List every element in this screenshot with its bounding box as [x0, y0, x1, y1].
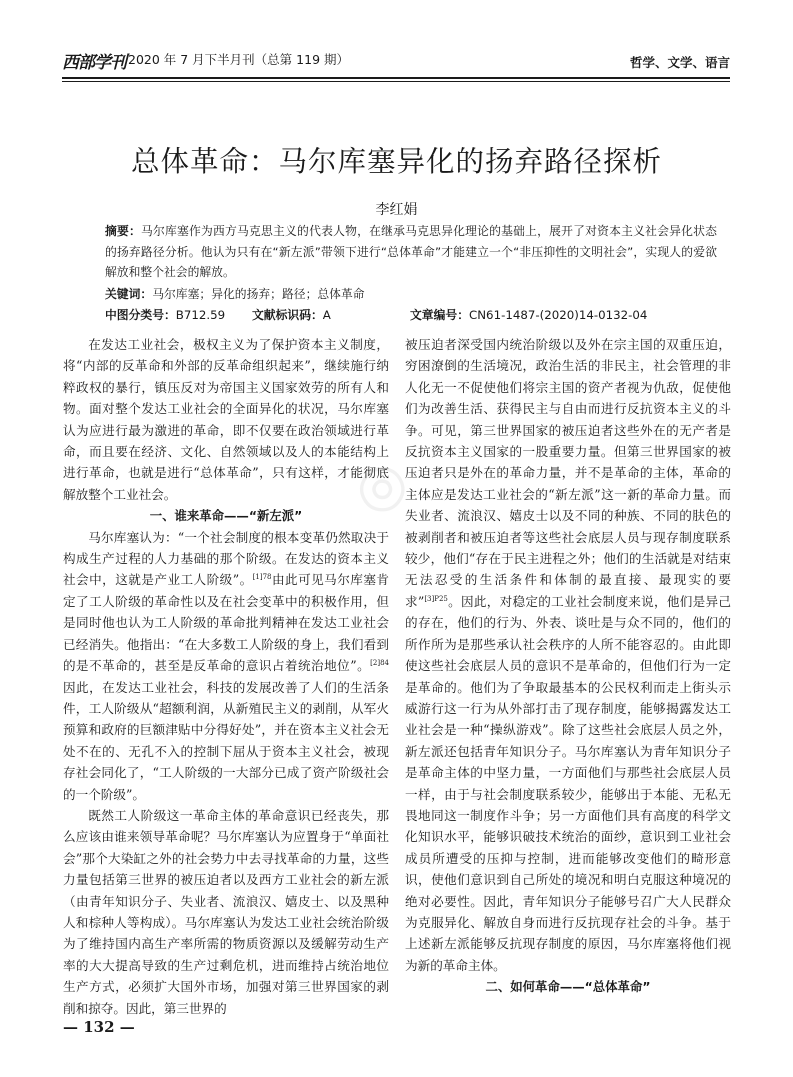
article-title: 总体革命：马尔库塞异化的扬弃路径探析: [130, 145, 662, 178]
citation: [1]78: [252, 573, 272, 582]
article-number: 文章编号：CN61-1487-(2020)14-0132-04: [410, 308, 648, 322]
paragraph: 在发达工业社会，极权主义为了保护资本主义制度，将“内部的反革命和外部的反革命组织起来”，继续施行纳粹政权的暴行，镇压反对为帝国主义国家效劳的所有人和物。面对整个发达工业社会的全面异化的状况，马尔库塞认为应进行最为激进的革命，即不仅要在政治领域进行革命，而且要在经济、文化、自然领域以及人的本能结构上进行革命，也就是进行“总体革命”，只有这样，才能彻底解放整个工业社会。: [63, 337, 389, 502]
citation: [3]P25: [424, 594, 448, 603]
header-rule-thin: [62, 81, 730, 82]
journal-logo: 西部学刊: [62, 53, 126, 73]
paragraph: 马尔库塞认为：“一个社会制度的根本变革仍然取决于构成生产过程的人力基础的那个阶级。在发达的资本主义社会中，这就是产业工人阶级”。$^{[1]78}$由此可见马尔库塞肯定了工人阶级的革命性以及在社会变革中的积极作用，但是同时他也认为工人阶级的革命批判精神在发达工业社会已经消失。他指出：“在大多数工人阶级的身上，我们看到的是不革命的，甚至是反革命的意识占着统治地位”。$^{[2]84}$因此，在发达工业社会，科技的发展改善了人们的生活条件，工人阶级从“超额利润，从新殖民主义的剥削，从军火预算和政府的巨额津贴中分得好处”，并在资本主义社会无处不在的、无孔不入的控制下屈从于资本主义社会，被现存社会同化了，“工人阶级的一大部分已成了资产阶级社会的一个阶级”。: [63, 529, 389, 802]
keywords-label: 关键词：: [105, 287, 153, 301]
author-name: 李红娟: [375, 202, 418, 218]
document-code: 文献标识码：A: [252, 308, 331, 322]
issue-info: 2020 年 7 月下半月刊（总第 119 期）: [128, 52, 349, 67]
header-rule-thick: [62, 77, 730, 79]
page-number: — 132 —: [63, 1018, 135, 1036]
abstract-text: 马尔库塞作为西方马克思主义的代表人物，在继承马克思异化理论的基础上，展开了对资本主义社会异化状态的扬弃路径分析。他认为只有在“新左派”带领下进行“总体革命”才能建立一个“非压抑性的文明社会”，实现人的爱欲解放和整个社会的解放。: [105, 224, 717, 279]
section-heading: 一、谁来革命——“新左派”: [149, 508, 303, 524]
page-header: [62, 46, 730, 73]
keywords-text: 马尔库塞；异化的扬弃；路径；总体革命: [152, 287, 365, 301]
right-column: [405, 334, 731, 998]
paragraph: 既然工人阶级这一革命主体的革命意识已经丧失，那么应该由谁来领导革命呢？马尔库塞认为应置身于“单面社会”那个大染缸之外的社会势力中去寻找革命的力量，这些力量包括第三世界的被压迫者以及西方工业社会的新左派（由青年知识分子、失业者、流浪汉、嬉皮士、以及黑种人和棕种人等构成）。马尔库塞认为发达工业社会统治阶级为了维持国内高生产率所需的物质资源以及缓解劳动生产率的大大提高导致的生产过剩危机，进而维持占统治地位生产方式，必须扩大国外市场，加强对第三世界国家的剥削和掠夺。因此，第三世界的: [63, 807, 389, 1016]
section-name: 哲学、文学、语言: [629, 55, 730, 70]
watermark: ◎: [341, 443, 419, 527]
section-heading: 二、如何革命——“总体革命”: [485, 979, 651, 995]
citation: [2]84: [370, 658, 389, 667]
paragraph: 被压迫者深受国内统治阶级以及外在宗主国的双重压迫，穷困潦倒的生活境况，政治生活的非民主，社会管理的非人化无一不促使他们将宗主国的资产者视为仇敌，促使他们为改善生活、获得民主与自由而进行反抗资本主义的斗争。可见，第三世界国家的被压迫者这些外在的无产者是反抗资本主义国家的一股重要力量。但第三世界国家的被压迫者只是外在的革命力量，并不是革命的主体，革命的主体应是发达工业社会的“新左派”这一新的革命力量。而失业者、流浪汉、嬉皮士以及不同的种族、不同的肤色的被剥削者和被压迫者等这些社会底层人员与现存制度联系较少，他们“存在于民主进程之外；他们的生活就是对结束无法忍受的生活条件和体制的最直接、最现实的要求”$^{[3]P25}$。因此，对稳定的工业社会制度来说，他们是异己的存在，他们的行为、外表、谈吐是与众不同的，他们的所作所为是那些承认社会秩序的人所不能容忍的。由此即使这些社会底层人员的意识不是革命的，但他们行为一定是革命的。他们为了争取最基本的公民权利而走上街头示威游行这一行为从外部打击了现存制度，能够揭露发达工业社会是一种“操纵游戏”。除了这些社会底层人员之外，新左派还包括青年知识分子。马尔库塞认为青年知识分子是革命主体的中坚力量，一方面他们与那些社会底层人员一样，由于与社会制度联系较少，能够出于本能、无私无畏地同这一制度作斗争；另一方面他们具有高度的科学文化知识水平，能够识破技术统治的面纱，意识到工业社会成员所遭受的压抑与控制，进而能够改变他们的畸形意识，使他们意识到自己所处的境况和明白克服这种境况的绝对必要性。因此，青年知识分子能够号召广大人民群众为克服异化、解放自身而进行反抗现存社会的斗争。基于上述新左派能够反抗现存制度的原因，马尔库塞将他们视为新的革命主体。: [405, 337, 731, 973]
abstract-label: 摘要：: [105, 224, 142, 238]
keywords: [105, 285, 365, 302]
classification-number: 中图分类号：B712.59: [105, 308, 226, 322]
abstract: [105, 221, 717, 283]
left-column: [63, 334, 389, 1019]
